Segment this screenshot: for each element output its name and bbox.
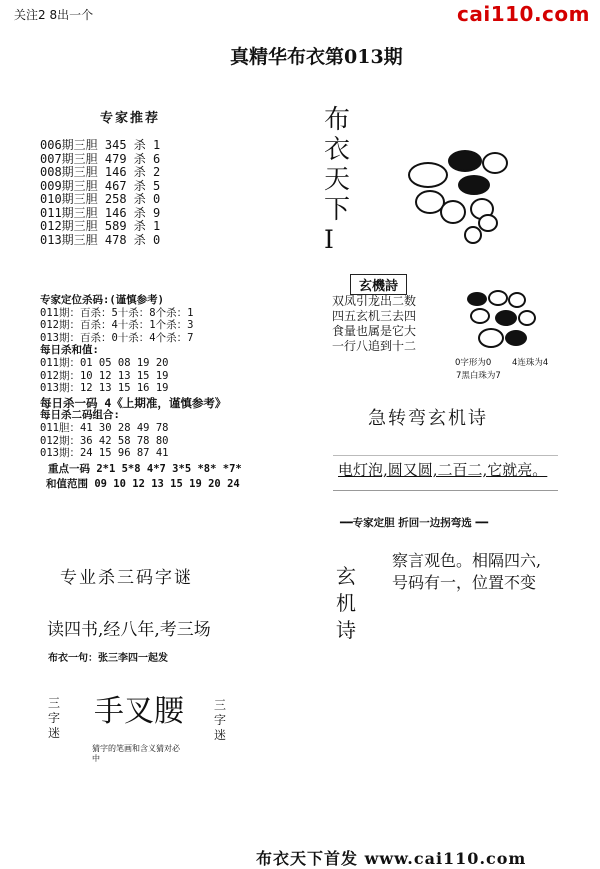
bead-icon [478, 328, 504, 348]
caption-zero: 0字形为0 [455, 358, 492, 368]
expert-heading: 专家推荐 [100, 111, 161, 126]
brand-logo[interactable]: cai110.com [457, 2, 590, 26]
daily-sum-row: 013期：12 13 15 16 19 [40, 382, 169, 395]
bead-icon [458, 175, 490, 195]
expert-row: 013期三胆 478 杀 0 [40, 232, 161, 247]
poem-line: 食量也属是它大 [332, 324, 417, 338]
xuanji-char: 机 [336, 591, 356, 615]
positional-row: 012期：百杀：4十杀：1个杀：3 [40, 319, 194, 332]
xuanji-line: 号码有一，位置不变 [392, 573, 537, 592]
xuanji-vertical [336, 563, 360, 644]
footer: 布衣天下首发 www.cai110.com [256, 849, 527, 868]
top-note: 关注2 8出一个 [14, 8, 94, 22]
riddle-label-char: 迷 [48, 726, 61, 740]
bead-icon [467, 292, 487, 306]
vertical-title-char: 下 [324, 195, 351, 225]
expert-row: 012期三胆 589 杀 1 [40, 219, 161, 233]
bead-icon [482, 152, 508, 174]
expert-row: 011期三胆 146 杀 9 [40, 205, 161, 220]
riddle-label-char: 字 [48, 711, 61, 725]
daily-sum-row: 012期：10 12 13 15 19 [40, 369, 169, 382]
two-code-row: 013期：24 15 96 87 41 [40, 447, 169, 460]
expert-row: 010期三胆 258 杀 0 [40, 192, 161, 206]
two-code-row: 011胆：41 30 28 49 78 [40, 421, 169, 434]
riddle-line: 读四书,经八年,考三场 [47, 620, 211, 640]
vertical-title-char: 衣 [324, 135, 351, 165]
bead-icon [408, 162, 448, 188]
bead-icon [505, 330, 527, 346]
bead-icon [464, 226, 482, 244]
bead-icon [478, 214, 498, 232]
bead-icon [440, 200, 466, 224]
bead-icon [470, 308, 490, 324]
positional-heading: 专家定位杀码:(谨慎参考) [40, 294, 164, 306]
riddle-label-char: 迷 [214, 728, 227, 742]
xuanji-line: 察言观色。相隔四六, [392, 551, 542, 570]
expert-row: 009期三胆 467 杀 5 [40, 178, 161, 193]
page-title: 真精华布衣第013期 [230, 46, 403, 68]
xuanji-char: 玄 [336, 564, 356, 588]
daily-sum-row: 011期：01 05 08 19 20 [40, 356, 169, 369]
riddle-main: 手叉腰 [94, 694, 184, 729]
riddle-label-char: 字 [214, 713, 227, 727]
daily-sum-heading: 每日杀和值: [40, 344, 99, 357]
poem-title: 玄機詩 [350, 274, 407, 295]
kill-three-heading: 专业杀三码字谜 [60, 568, 193, 588]
urgent-poem-heading: 急转弯玄机诗 [368, 408, 488, 429]
caption-seven: 7黑白珠为7 [456, 371, 501, 381]
bead-icon [488, 290, 508, 306]
vertical-title-char: 天 [324, 165, 351, 195]
two-code-heading: 每日杀二码组合: [40, 409, 120, 422]
poem-line: 四五玄机三去四 [332, 309, 417, 323]
riddle-label-char: 三 [48, 696, 61, 710]
bead-icon [495, 310, 517, 326]
bead-icon [518, 310, 536, 326]
vertical-title-char: 布 [324, 105, 351, 135]
vertical-title-num: I [324, 225, 334, 254]
caption-four: 4连珠为4 [512, 358, 549, 368]
expert-row: 006期三胆 345 杀 1 [40, 138, 161, 152]
bead-icon [508, 292, 526, 308]
expert-row: 007期三胆 479 杀 6 [40, 151, 161, 166]
positional-row: 011期：百杀：5十杀：8个杀：1 [40, 306, 194, 319]
two-code-row: 012期：36 42 58 78 80 [40, 434, 169, 447]
positional-block [40, 294, 242, 491]
poem [332, 294, 416, 354]
poem-line: 一行八追到十二 [332, 339, 417, 353]
sum-range-line: 和值范围 09 10 12 13 15 19 20 24 [46, 478, 240, 491]
one-code-heading: 每日杀一码 4《上期准，谨慎参考》 [40, 395, 227, 410]
expert-row: 008期三胆 146 杀 2 [40, 165, 161, 179]
bead-icon [448, 150, 482, 172]
riddle-label-right [214, 698, 228, 743]
expert-rows [40, 139, 160, 247]
riddle-label-char: 三 [214, 698, 227, 712]
xuanji-text [392, 550, 541, 594]
riddle-label-left [48, 696, 62, 741]
riddle-hint: 猜字的笔画和含义猜对必中 [92, 744, 180, 763]
vertical-title [324, 105, 354, 255]
poem-line: 双凤引龙出二数 [332, 294, 417, 308]
light-poem-text: 电灯泡,圆又圆,二百二,它就亮。 [338, 461, 548, 479]
one-line-note: 布衣一句：张三李四一起发 [48, 653, 168, 664]
positional-row: 013期：百杀：0十杀：4个杀：7 [40, 331, 194, 344]
key-code-line: 重点一码 2*1 5*8 4*7 3*5 *8* *7* [48, 462, 242, 475]
expert-line: ━━专家定胆 折回一边拐弯选 ━━ [340, 517, 489, 529]
xuanji-char: 诗 [336, 618, 356, 642]
